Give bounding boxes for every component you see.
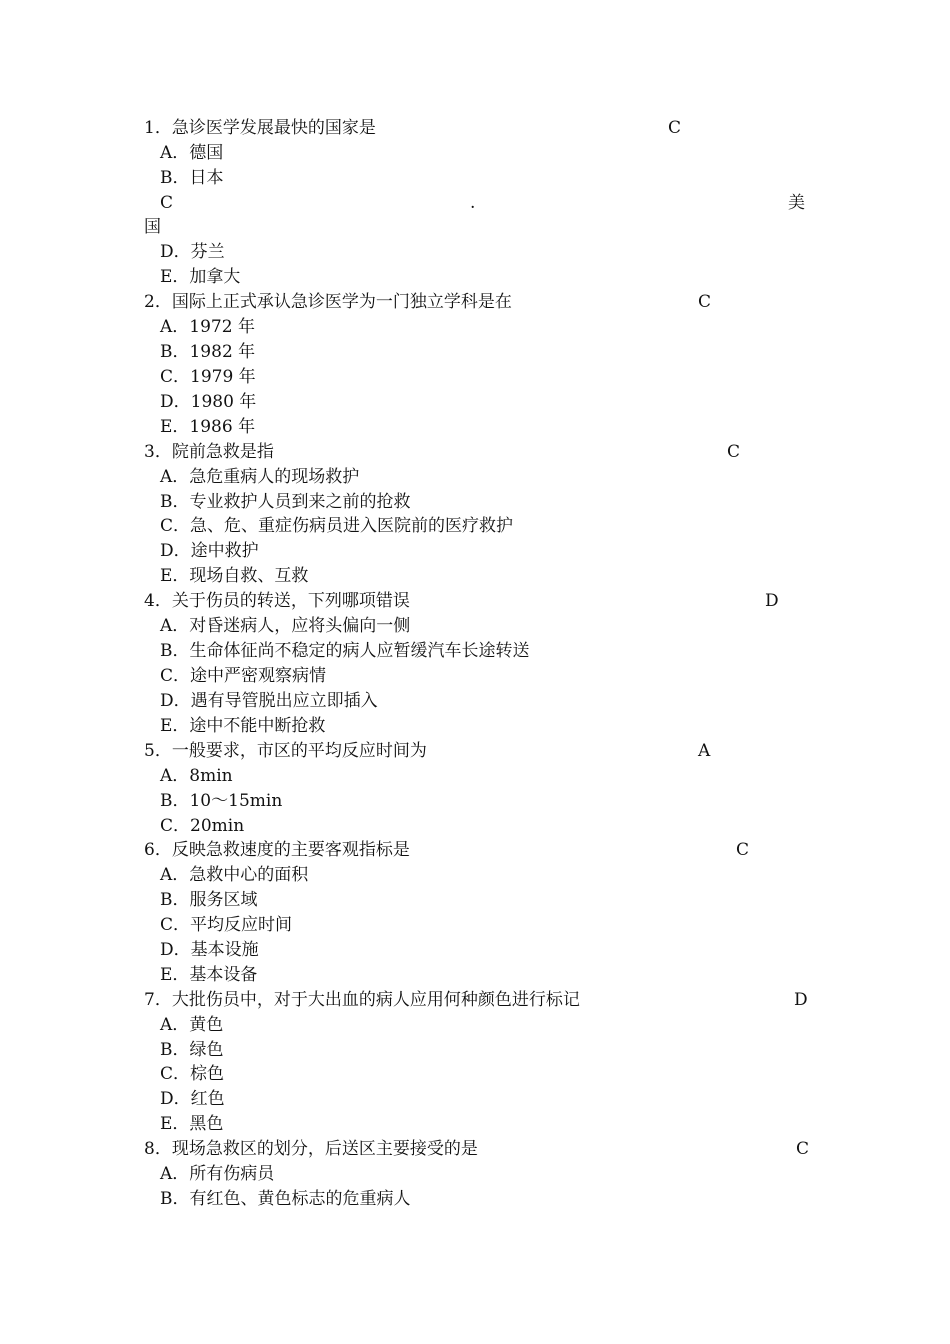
option-6a: A．急救中心的面积	[160, 865, 309, 885]
option-6c: C．平均反应时间	[160, 915, 293, 935]
option-3c: C．急、危、重症伤病员进入医院前的医疗救护	[160, 516, 514, 536]
answer-1: C	[668, 118, 682, 138]
question-1: 1．急诊医学发展最快的国家是	[144, 118, 376, 138]
answer-2: C	[698, 292, 712, 312]
question-4: 4．关于伤员的转送，下列哪项错误	[144, 591, 410, 611]
option-3e: E．现场自救、互救	[160, 566, 309, 586]
option-7b: B．绿色	[160, 1040, 224, 1060]
option-2e: E．1986 年	[160, 417, 256, 437]
option-1c-word-start: 美	[788, 193, 805, 213]
option-5c: C．20min	[160, 816, 245, 836]
question-8: 8．现场急救区的划分，后送区主要接受的是	[144, 1139, 478, 1159]
option-1d: D．芬兰	[160, 242, 225, 262]
option-1c-dot: .	[470, 193, 476, 213]
option-1a: A．德国	[160, 143, 224, 163]
option-6d: D．基本设施	[160, 940, 259, 960]
answer-5: A	[698, 741, 711, 761]
option-8a: A．所有伤病员	[160, 1164, 275, 1184]
answer-6: C	[736, 840, 750, 860]
answer-8: C	[796, 1139, 810, 1159]
option-4a: A．对昏迷病人，应将头偏向一侧	[160, 616, 411, 636]
option-2a: A．1972 年	[160, 317, 255, 337]
option-1b: B．日本	[160, 168, 224, 188]
option-1e: E．加拿大	[160, 267, 241, 287]
option-8b: B．有红色、黄色标志的危重病人	[160, 1189, 411, 1209]
answer-3: C	[727, 442, 741, 462]
option-4b: B．生命体征尚不稳定的病人应暂缓汽车长途转送	[160, 641, 530, 661]
option-2c: C．1979 年	[160, 367, 256, 387]
option-6e: E．基本设备	[160, 965, 258, 985]
question-7: 7．大批伤员中，对于大出血的病人应用何种颜色进行标记	[144, 990, 580, 1010]
option-5b: B．10～15min	[160, 791, 283, 811]
option-6b: B．服务区域	[160, 890, 258, 910]
option-7d: D．红色	[160, 1089, 225, 1109]
question-2: 2．国际上正式承认急诊医学为一门独立学科是在	[144, 292, 512, 312]
option-3b: B．专业救护人员到来之前的抢救	[160, 492, 411, 512]
option-7c: C．棕色	[160, 1064, 225, 1084]
answer-7: D	[794, 990, 808, 1010]
question-6: 6．反映急救速度的主要客观指标是	[144, 840, 410, 860]
question-5: 5．一般要求，市区的平均反应时间为	[144, 741, 427, 761]
option-1c-word-end: 国	[144, 217, 161, 237]
option-4c: C．途中严密观察病情	[160, 666, 327, 686]
option-3a: A．急危重病人的现场救护	[160, 467, 360, 487]
question-3: 3．院前急救是指	[144, 442, 274, 462]
option-2b: B．1982 年	[160, 342, 256, 362]
option-7e: E．黑色	[160, 1114, 224, 1134]
option-1c-letter: C	[160, 193, 174, 213]
answer-4: D	[765, 591, 779, 611]
option-3d: D．途中救护	[160, 541, 259, 561]
option-2d: D．1980 年	[160, 392, 257, 412]
option-7a: A．黄色	[160, 1015, 224, 1035]
option-4e: E．途中不能中断抢救	[160, 716, 326, 736]
option-4d: D．遇有导管脱出应立即插入	[160, 691, 378, 711]
option-5a: A．8min	[160, 766, 233, 786]
